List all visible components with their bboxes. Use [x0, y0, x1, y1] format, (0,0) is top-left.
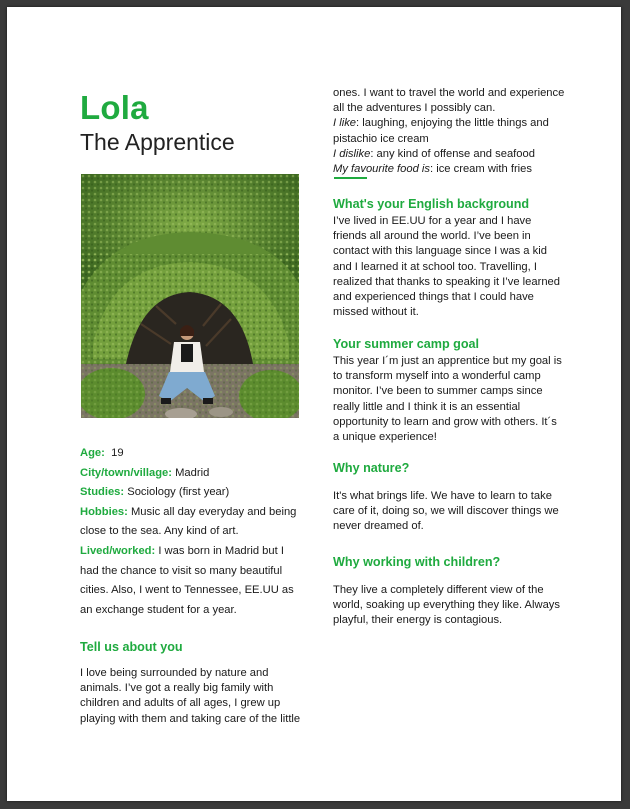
about-text-continued: ones. I want to travel the world and experience all the adventures I possibly can. — [333, 87, 565, 115]
about-heading: Tell us about you — [80, 640, 183, 654]
goal-heading: Your summer camp goal — [333, 337, 480, 351]
food-label: My favourite food is — [333, 163, 431, 176]
about-continued — [333, 86, 565, 177]
personal-details — [80, 444, 305, 620]
hobbies-value: Music all day everyday and being close to the sea. Any kind of art. — [80, 505, 297, 538]
age-row — [80, 444, 305, 464]
children-heading: Why working with children? — [333, 555, 501, 569]
city-label: City/town/village: — [80, 466, 172, 479]
about-section — [80, 640, 308, 727]
lived-row — [80, 542, 305, 620]
section-divider — [334, 177, 367, 179]
hobbies-row — [80, 503, 305, 542]
profile-role: The Apprentice — [80, 129, 235, 155]
nature-section — [333, 461, 565, 535]
like-label: I like — [333, 117, 357, 130]
likes-row — [333, 116, 565, 146]
profile-name: Lola — [80, 89, 149, 126]
lived-label: Lived/worked: — [80, 544, 156, 557]
goal-section — [333, 337, 565, 445]
nature-heading: Why nature? — [333, 461, 410, 475]
age-label: Age: — [80, 447, 105, 459]
food-row — [333, 162, 565, 177]
city-value: Madrid — [175, 466, 210, 479]
photo-illustration — [81, 174, 299, 418]
nature-text: It's what brings life. We have to learn to take care of it, doing so, we will discover things we never dreamed of. — [333, 490, 559, 533]
studies-value: Sociology (first year) — [127, 486, 230, 499]
studies-label: Studies: — [80, 486, 125, 499]
city-row — [80, 464, 305, 484]
children-section — [333, 555, 565, 629]
food-value: : ice cream with fries — [430, 163, 532, 176]
age-value: 19 — [111, 447, 124, 459]
dislike-value: : any kind of offense and seafood — [370, 147, 535, 160]
dislike-label: I dislike — [333, 147, 371, 160]
english-section — [333, 197, 565, 320]
like-value: : laughing, enjoying the little things and pistachio ice cream — [333, 117, 549, 145]
goal-text: This year I´m just an apprentice but my goal is to transform myself into a wonderful camp monitor. I’ve been to summer camps since really little and I think it is an essential opportunity to learn and grow with others. It´s a unique experience! — [333, 355, 562, 444]
dislikes-row — [333, 147, 565, 162]
english-text: I’ve lived in EE.UU for a year and I have friends all around the world. I’ve been in contact with this language since I was a kid and I learned it at school too. Travelling, I realized that thanks to speaking it I’ve learned and experienced things that I could have missed without it. — [333, 215, 560, 319]
hobbies-label: Hobbies: — [80, 505, 128, 518]
document-page — [7, 7, 621, 801]
about-text: I love being surrounded by nature and animals. I’ve got a really big family with children and adults of all ages, I grew up playing with them and taking care of the little — [80, 667, 301, 725]
children-text: They live a completely different view of the world, soaking up everything they like. Always playful, their energy is contagious. — [333, 584, 560, 627]
profile-photo — [81, 174, 299, 418]
studies-row — [80, 483, 305, 503]
english-heading: What's your English background — [333, 197, 530, 211]
lived-value: I was born in Madrid but I had the chance to visit so many beautiful cities. Also, I went to Tennessee, EE.UU as an exchange student for a year. — [80, 544, 294, 616]
